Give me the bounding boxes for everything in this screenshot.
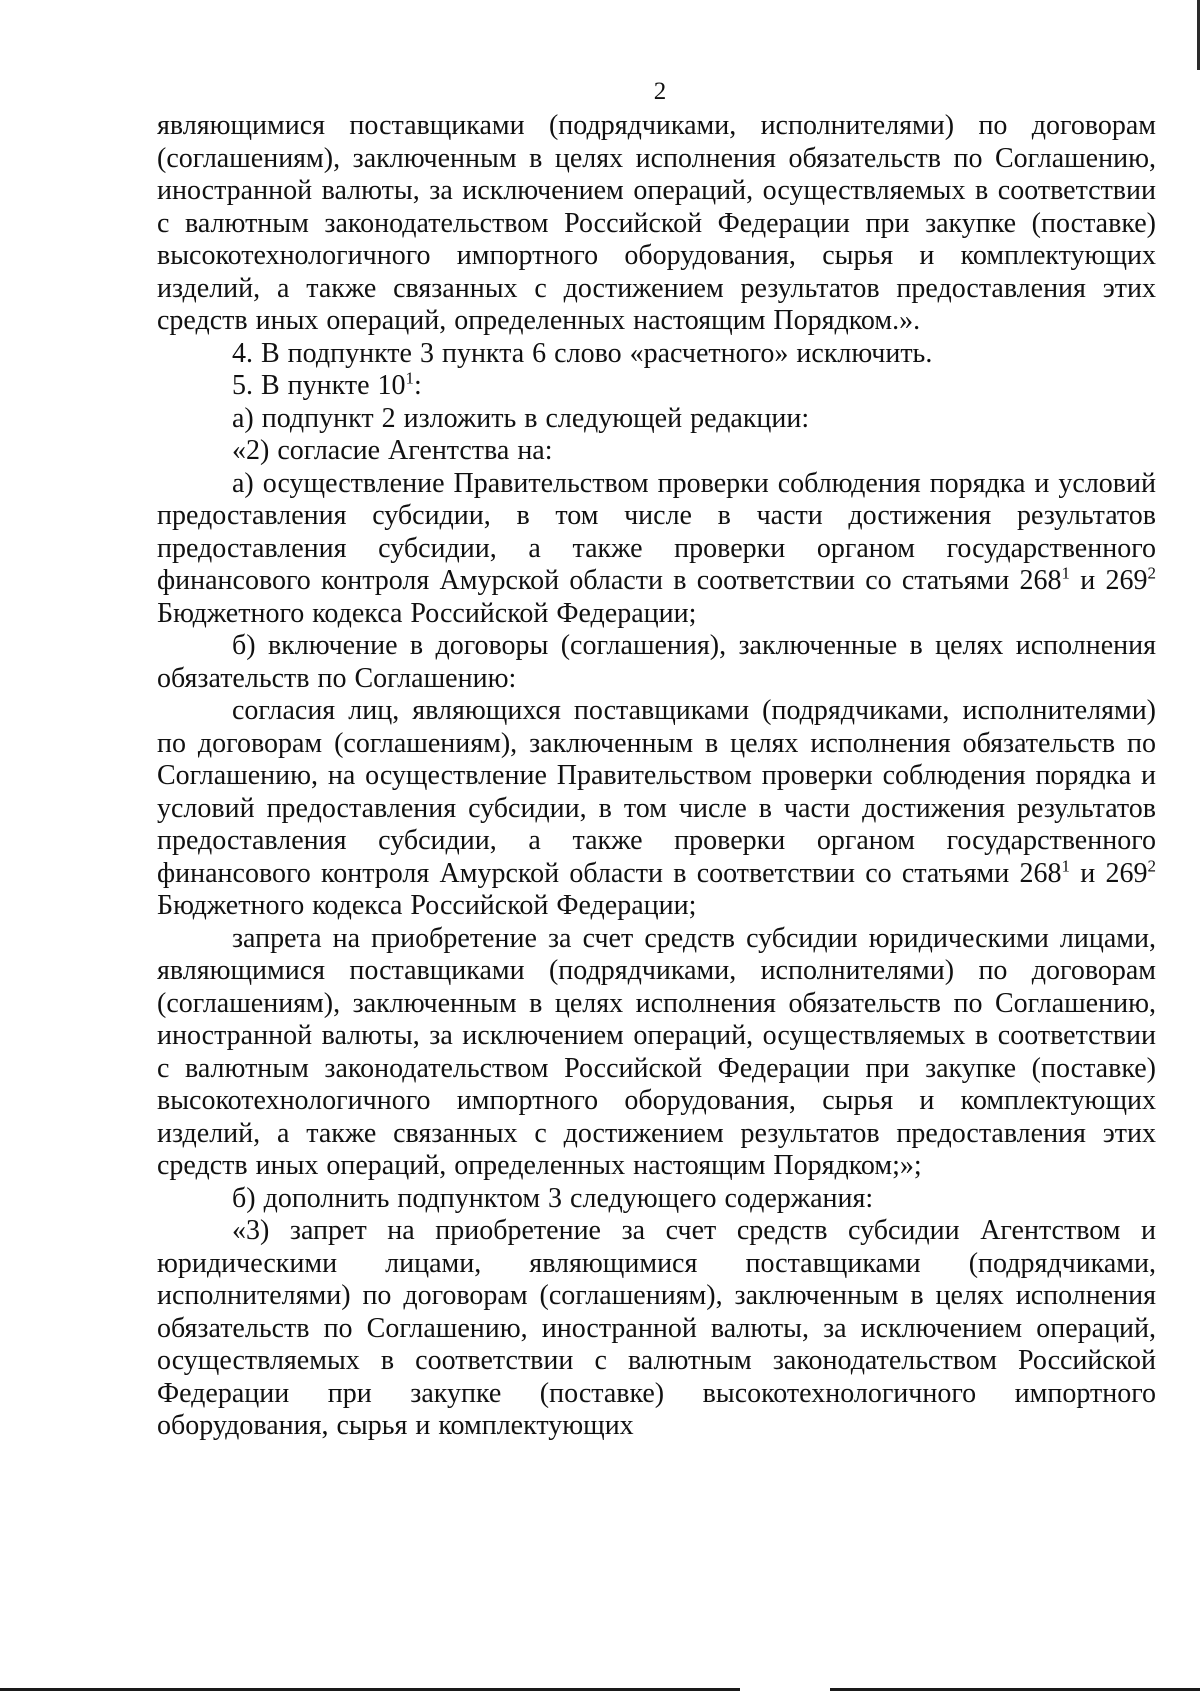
paragraph-consent-persons	[157, 695, 1156, 923]
paragraph-text: :	[414, 370, 422, 401]
paragraph-text: Бюджетного кодекса Российской Федерации;	[157, 890, 697, 921]
paragraph-subitem-b	[157, 1183, 1156, 1216]
superscript: 1	[405, 368, 415, 388]
superscript: 2	[1147, 856, 1156, 876]
paragraph-text: являющимися поставщиками (подрядчиками, исполнителями) по договорам (соглашениям), заключенным в целях исполнения обязательств по Соглашению, иностранной валюты, за исключением операций, осуществляемых в соответствии с валютным законодательством Российской Федерации при закупке (поставке) высокотехнологичного импортного оборудования, сырья и комплектующих изделий, а также связанных с достижением результатов предоставления этих средств иных операций, определенных настоящим Порядком.».	[157, 110, 1156, 336]
paragraph-text: и 269	[1069, 857, 1148, 889]
paragraph-item-4	[157, 338, 1156, 371]
scan-bottom-edge	[830, 1688, 1200, 1691]
paragraph-quote-2	[157, 435, 1156, 468]
paragraph-text: запрета на приобретение за счет средств субсидии юридическими лицами, являющимися поставщиками (подрядчиками, исполнителями) по договорам (соглашениям), заключенным в целях исполнения обязательств по Соглашению, иностранной валюты, за исключением операций, осуществляемых в соответствии с валютным законодательством Российской Федерации при закупке (поставке) высокотехнологичного импортного оборудования, сырья и комплектующих изделий, а также связанных с достижением результатов предоставления этих средств иных операций, определенных настоящим Порядком;»;	[157, 922, 1156, 1181]
paragraph-item-5	[157, 370, 1156, 403]
paragraph-quote-3	[157, 1215, 1156, 1443]
superscript: 1	[1061, 563, 1070, 583]
paragraph-continuation	[157, 110, 1156, 338]
paragraph-text: согласия лиц, являющихся поставщиками (подрядчиками, исполнителями) по договорам (соглашениям), заключенным в целях исполнения обязательств по Соглашению, на осуществление Правительством проверки соблюдения порядка и условий предоставления субсидии, в том числе в части достижения результатов предоставления субсидии, а также проверки органом государственного финансового контроля Амурской области в соответствии со статьями 268	[157, 695, 1156, 889]
paragraph-text: и 269	[1069, 565, 1148, 596]
paragraph-text: «2) согласие Агентства на:	[232, 435, 553, 466]
paragraph-subitem-a	[157, 403, 1156, 436]
paragraph-text: а) подпункт 2 изложить в следующей редакции:	[232, 402, 810, 434]
paragraph-text: «3) запрет на приобретение за счет средств субсидии Агентством и юридическими лицами, являющимися поставщиками (подрядчиками, исполнителями) по договорам (соглашениям), заключенным в целях исполнения обязательств по Соглашению, иностранной валюты, за исключением операций, осуществляемых в соответствии с валютным законодательством Российской Федерации при закупке (поставке) высокотехнологичного импортного оборудования, сырья и комплектующих	[157, 1215, 1156, 1441]
paragraph-consent-b	[157, 630, 1156, 695]
page-number: 2	[653, 78, 667, 105]
paragraph-text: 4. В подпункте 3 пункта 6 слово «расчетного» исключить.	[232, 337, 933, 369]
paragraph-text: 5. В пункте 10	[232, 370, 406, 401]
paragraph-text: а) осуществление Правительством проверки соблюдения порядка и условий предоставления субсидии, в том числе в части достижения результатов предоставления субсидии, а также проверки органом государственного финансового контроля Амурской области в соответствии со статьями 268	[157, 467, 1156, 596]
paragraph-consent-a	[157, 468, 1156, 631]
paragraph-text: б) включение в договоры (соглашения), заключенные в целях исполнения обязательств по Соглашению:	[157, 630, 1156, 694]
paragraph-prohibition	[157, 923, 1156, 1183]
document-body	[157, 110, 1156, 1443]
superscript: 1	[1061, 856, 1070, 876]
superscript: 2	[1147, 563, 1156, 583]
paragraph-text: б) дополнить подпунктом 3 следующего содержания:	[232, 1182, 874, 1214]
paragraph-text: Бюджетного кодекса Российской Федерации;	[157, 597, 697, 629]
scan-bottom-edge	[0, 1688, 740, 1691]
